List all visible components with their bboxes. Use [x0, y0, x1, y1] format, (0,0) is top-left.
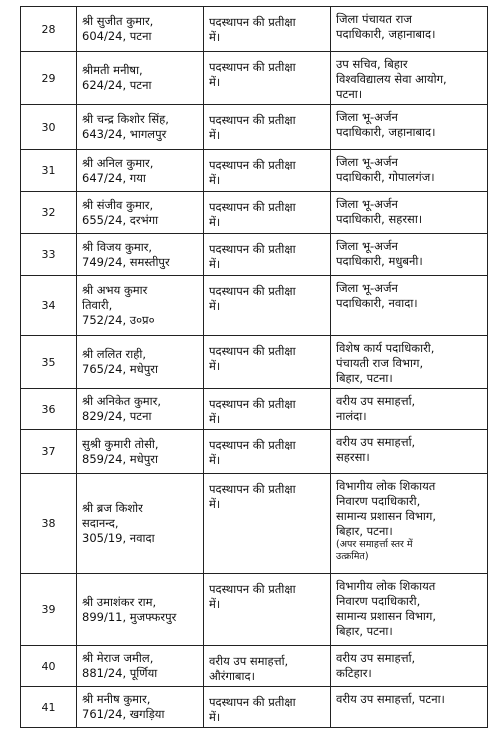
officer-name-cell-text: श्री अनिल कुमार, 647/24, गया: [82, 155, 154, 185]
officer-name-cell-text: श्री अनिकेत कुमार, 829/24, पटना: [82, 394, 162, 423]
serial-number-text: 36: [41, 402, 56, 416]
posting-table: [20, 6, 488, 728]
table-row: [21, 234, 488, 276]
current-status-cell-text: पदस्थापन की प्रतीक्षा में।: [209, 284, 296, 313]
table-row: [21, 389, 488, 430]
officer-name-cell-text: श्री मेराज जमील, 881/24, पूर्णिया: [82, 651, 158, 680]
serial-number: [21, 646, 77, 687]
serial-number-text: 29: [41, 71, 56, 85]
current-status-cell: [204, 646, 331, 687]
officer-name-cell: [77, 430, 204, 474]
officer-name-cell: [77, 7, 204, 52]
officer-name-cell: [77, 150, 204, 192]
new-posting-cell: [331, 574, 488, 646]
serial-number: [21, 192, 77, 234]
current-status-cell: [204, 336, 331, 389]
officer-name-cell: [77, 389, 204, 430]
new-posting-cell-text: वरीय उप समाहर्त्ता, सहरसा।: [336, 435, 416, 464]
serial-number-text: 31: [41, 164, 56, 177]
officer-name-cell: [77, 192, 204, 234]
serial-number: [21, 574, 77, 646]
serial-number-text: 41: [41, 700, 56, 714]
officer-name-cell-text: सुश्री कुमारी तोसी, 859/24, मधेपुरा: [82, 436, 159, 466]
officer-name-cell: [77, 336, 204, 389]
table-row: [21, 687, 488, 728]
new-posting-cell: [331, 336, 488, 389]
officer-name-cell-text: श्री चन्द्र किशोर सिंह, 643/24, भागलपुर: [82, 112, 169, 141]
new-posting-cell-text: जिला पंचायत राज पदाधिकारी, जहानाबाद।: [336, 12, 436, 41]
serial-number-text: 33: [41, 248, 56, 261]
serial-number: [21, 7, 77, 52]
table-row: [21, 574, 488, 646]
current-status-cell-text: पदस्थापन की प्रतीक्षा में।: [209, 242, 296, 271]
current-status-cell: [204, 150, 331, 192]
current-status-cell: [204, 7, 331, 52]
serial-number: [21, 687, 77, 728]
new-posting-cell-text: विभागीय लोक शिकायत निवारण पदाधिकारी, सामान्य प्रशासन विभाग, बिहार, पटना।: [336, 579, 437, 638]
serial-number-text: 35: [41, 355, 56, 369]
officer-name-cell: [77, 474, 204, 574]
current-status-cell-text: पदस्थापन की प्रतीक्षा में।: [209, 582, 296, 611]
new-posting-cell-text: जिला भू-अर्जन पदाधिकारी, नवादा।: [336, 281, 418, 310]
serial-number: [21, 336, 77, 389]
current-status-cell-text: पदस्थापन की प्रतीक्षा में।: [209, 438, 296, 467]
serial-number-text: 34: [41, 299, 56, 312]
current-status-cell-text: पदस्थापन की प्रतीक्षा में।: [209, 695, 296, 724]
officer-name-cell: [77, 105, 204, 150]
new-posting-cell-text: जिला भू-अर्जन पदाधिकारी, जहानाबाद।: [336, 110, 436, 139]
serial-number: [21, 389, 77, 430]
current-status-cell-text: पदस्थापन की प्रतीक्षा में।: [209, 397, 296, 426]
new-posting-cell-text: जिला भू-अर्जन पदाधिकारी, मधुबनी।: [336, 239, 423, 268]
table-row: [21, 646, 488, 687]
officer-name-cell-text: श्री संजीव कुमार, 655/24, दरभंगा: [82, 197, 159, 227]
serial-number: [21, 276, 77, 336]
current-status-cell: [204, 574, 331, 646]
officer-name-cell: [77, 687, 204, 728]
current-status-cell: [204, 276, 331, 336]
current-status-cell: [204, 52, 331, 105]
officer-name-cell-text: श्री उमाशंकर राम, 899/11, मुजफ्फरपुर: [82, 594, 177, 624]
officer-name-cell-text: श्री ब्रज किशोर सदानन्द, 305/19, नवादा: [82, 501, 155, 545]
current-status-cell: [204, 192, 331, 234]
posting-table-body: [21, 7, 488, 728]
new-posting-cell: [331, 474, 488, 574]
current-status-cell-text: पदस्थापन की प्रतीक्षा में।: [209, 60, 296, 89]
current-status-cell: [204, 105, 331, 150]
officer-name-cell-text: श्री सुजीत कुमार, 604/24, पटना: [82, 14, 154, 43]
new-posting-cell: [331, 150, 488, 192]
serial-number-text: 40: [41, 659, 56, 673]
current-status-cell: [204, 430, 331, 474]
new-posting-cell-text: जिला भू-अर्जन पदाधिकारी, सहरसा।: [336, 197, 423, 226]
current-status-cell: [204, 474, 331, 574]
serial-number-text: 28: [41, 22, 56, 36]
new-posting-cell-text: जिला भू-अर्जन पदाधिकारी, गोपालगंज।: [336, 155, 435, 184]
serial-number: [21, 52, 77, 105]
serial-number-text: 37: [41, 445, 56, 458]
new-posting-cell: [331, 234, 488, 276]
new-posting-cell-text: उप सचिव, बिहार विश्वविद्यालय सेवा आयोग, पटना।: [336, 57, 447, 101]
new-posting-cell-text: वरीय उप समाहर्त्ता, नालंदा।: [336, 394, 416, 423]
current-status-cell-text: पदस्थापन की प्रतीक्षा में।: [209, 482, 296, 511]
officer-name-cell-text: श्री मनीष कुमार, 761/24, खगड़िया: [82, 692, 165, 721]
current-status-cell-text: पदस्थापन की प्रतीक्षा में।: [209, 344, 296, 373]
current-status-cell-text: पदस्थापन की प्रतीक्षा में।: [209, 158, 296, 187]
new-posting-cell: [331, 105, 488, 150]
new-posting-cell: [331, 430, 488, 474]
current-status-cell: [204, 687, 331, 728]
serial-number-text: 38: [41, 517, 56, 530]
table-row: [21, 430, 488, 474]
officer-name-cell-text: श्री ललित राही, 765/24, मधेपुरा: [82, 347, 158, 376]
table-row: [21, 336, 488, 389]
officer-name-cell: [77, 234, 204, 276]
new-posting-cell: [331, 389, 488, 430]
table-row: [21, 150, 488, 192]
officer-name-cell-text: श्री विजय कुमार, 749/24, समस्तीपुर: [82, 239, 170, 269]
officer-name-cell: [77, 574, 204, 646]
table-row: [21, 52, 488, 105]
new-posting-cell-text: वरीय उप समाहर्त्ता, पटना।: [336, 692, 445, 706]
new-posting-cell: [331, 687, 488, 728]
serial-number: [21, 474, 77, 574]
new-posting-cell: [331, 52, 488, 105]
serial-number: [21, 234, 77, 276]
current-status-cell-text: पदस्थापन की प्रतीक्षा में।: [209, 15, 296, 44]
current-status-cell-text: पदस्थापन की प्रतीक्षा में।: [209, 113, 296, 142]
new-posting-cell: [331, 7, 488, 52]
new-posting-cell-text: विभागीय लोक शिकायत निवारण पदाधिकारी, सामान्य प्रशासन विभाग, बिहार, पटना।: [336, 479, 437, 538]
table-row: [21, 474, 488, 574]
new-posting-cell: [331, 192, 488, 234]
officer-name-cell: [77, 276, 204, 336]
officer-name-cell-text: श्री अभय कुमार तिवारी, 752/24, उ०प्र०: [82, 283, 155, 327]
table-row: [21, 7, 488, 52]
officer-name-cell: [77, 52, 204, 105]
officer-name-cell-text: श्रीमती मनीषा, 624/24, पटना: [82, 63, 152, 92]
new-posting-cell-text: विशेष कार्य पदाधिकारी, पंचायती राज विभाग, बिहार, पटना।: [336, 341, 435, 385]
posting-note: (अपर समाहर्त्ता स्तर में उत्क्रमित): [336, 539, 413, 562]
new-posting-cell-text: वरीय उप समाहर्त्ता, कटिहार।: [336, 651, 416, 680]
new-posting-cell: [331, 646, 488, 687]
officer-name-cell: [77, 646, 204, 687]
current-status-cell-text: पदस्थापन की प्रतीक्षा में।: [209, 200, 296, 229]
serial-number-text: 30: [41, 120, 56, 134]
current-status-cell-text: वरीय उप समाहर्त्ता, औरंगाबाद।: [209, 654, 289, 683]
new-posting-cell: [331, 276, 488, 336]
table-row: [21, 105, 488, 150]
serial-number: [21, 150, 77, 192]
serial-number-text: 32: [41, 206, 56, 219]
current-status-cell: [204, 389, 331, 430]
serial-number: [21, 105, 77, 150]
table-row: [21, 276, 488, 336]
current-status-cell: [204, 234, 331, 276]
serial-number: [21, 430, 77, 474]
table-row: [21, 192, 488, 234]
serial-number-text: 39: [41, 603, 56, 616]
